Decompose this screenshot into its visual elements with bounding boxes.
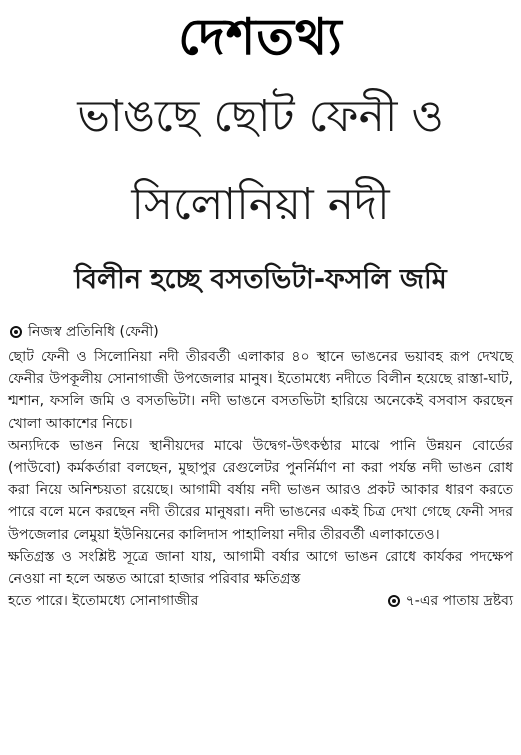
headline-line-1: ভাঙছে ছোট ফেনী ও — [77, 91, 444, 142]
bullet-circle-icon — [10, 326, 22, 338]
paragraph-2: অন্যদিকে ভাঙন নিয়ে স্থানীয়দের মাঝে উদ্বেগ-উৎকণ্ঠার মাঝে পানি উন্নয়ন বোর্ডের (পাউবো) কর্মকর্তারা বলছেন, মুছাপুর রেগুলেটর পুনর্নির্মাণ না করা পর্যন্ত নদী ভাঙন রোধ করা নিয়ে অনিশ্চয়তা রয়েছে। আগামী বর্ষায় নদী ভাঙন আরও প্রকট আকার ধারণ করতে পারে বলে মনে করছেন নদী তীরের মানুষরা। নদী ভাঙনের একই চিত্র দেখা গেছে ফেনী সদর উপজেলার লেমুয়া ইউনিয়নের কালিদাস পাহালিয়া নদীর তীরবর্তী এলাকাতেও। — [8, 437, 513, 543]
paragraph-1: ছোট ফেনী ও সিলোনিয়া নদী তীরবর্তী এলাকার ৪০ স্থানে ভাঙনের ভয়াবহ রূপ দেখছে ফেনীর উপকূলীয় সোনাগাজী উপজেলার মানুষ। ইতোমধ্যে নদীতে বিলীন হয়েছে রাস্তা-ঘাট, শ্মশান, ফসলি জমি ও বসতভিটা। নদী ভাঙনে বসতভিটা হারিয়ে অনেকেই বসবাস করছেন খোলা আকাশের নিচে। — [8, 349, 513, 432]
paragraph-3-end: হতে পারে। ইতোমধ্যে সোনাগাজীর — [8, 593, 199, 610]
section-masthead: দেশতথ্য — [178, 7, 343, 66]
byline-text: নিজস্ব প্রতিনিধি (ফেনী) — [28, 324, 159, 340]
byline — [10, 321, 159, 343]
continuation-note — [388, 590, 513, 612]
headline-line-2: সিলোনিয়া নদী — [131, 179, 390, 230]
paragraph-3-end-line — [8, 590, 513, 612]
article-body — [8, 346, 513, 612]
continuation-text: ৭-এর পাতায় দ্রষ্টব্য — [405, 593, 513, 610]
paragraph-3: ক্ষতিগ্রস্ত ও সংশ্লিষ্ট সূত্রে জানা যায়, আগামী বর্ষার আগে ভাঙন রোধে কার্যকর পদক্ষেপ নেওয়া না হলে অন্তত আরো হাজার পরিবার ক্ষতিগ্রস্ত — [8, 548, 513, 588]
subheadline: বিলীন হচ্ছে বসতভিটা-ফসলি জমি — [74, 264, 447, 295]
bullet-circle-icon — [388, 595, 400, 607]
